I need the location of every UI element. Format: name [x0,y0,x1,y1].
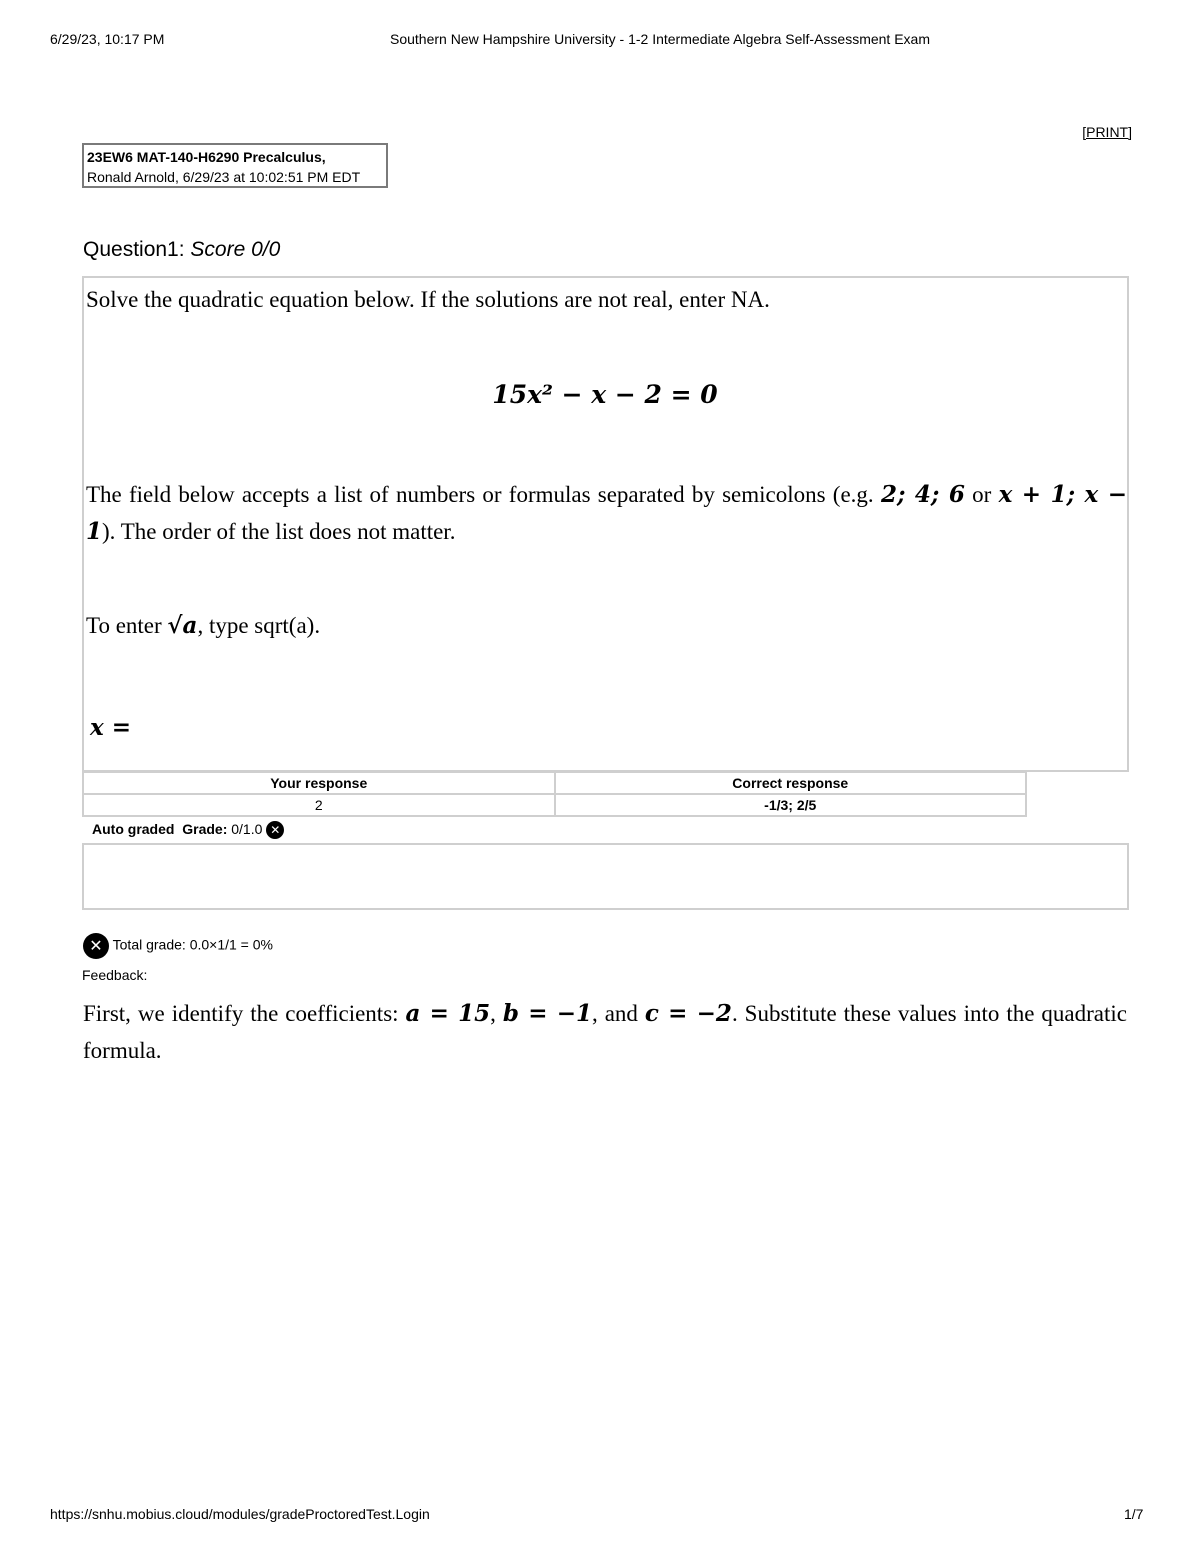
feedback-sep-1: , [490,1001,496,1026]
coefficient-c: c = −2 [644,1000,732,1027]
question-prompt: Solve the quadratic equation below. If the solutions are not real, enter NA. [86,287,770,312]
coefficient-b: b = −1 [502,1000,592,1027]
print-datetime: 6/29/23, 10:17 PM [50,31,165,47]
quadratic-equation: 15x² − x − 2 = 0 [492,380,718,409]
print-url: https://snhu.mobius.cloud/modules/gradeProctoredTest.Login [50,1506,430,1522]
your-response-header: Your response [83,772,555,794]
sqrt-prefix: To enter [86,613,162,638]
correct-response-value: -1/3; 2/5 [555,794,1027,816]
feedback-text [83,995,1127,1069]
total-grade [83,933,273,959]
grade-value: 0/1.0 [231,821,263,837]
print-link[interactable]: [PRINT] [1082,124,1132,140]
feedback-text-1: First, we identify the coefficients: [83,1001,399,1026]
sqrt-instructions [86,612,1127,639]
your-response-value: 2 [83,794,555,816]
sqrt-suffix: , type sqrt(a). [197,613,321,638]
correct-response-header: Correct response [555,772,1027,794]
coefficient-a: a = 15 [405,1000,491,1027]
auto-graded-label: Auto graded [92,821,175,837]
input-instructions [86,476,1127,550]
grade-label: Grade: [182,821,228,837]
comment-box [82,843,1129,910]
question-score: Score 0/0 [190,238,281,261]
course-info-box [82,143,388,188]
grade-line [92,821,284,839]
total-grade-text: Total grade: 0.0×1/1 = 0% [112,936,273,953]
example-numbers: 2; 4; 6 [880,481,965,508]
response-table-header [83,772,1026,794]
student-attempt-line: Ronald Arnold, 6/29/23 at 10:02:51 PM EDT [87,169,361,185]
incorrect-icon: ✕ [266,821,284,839]
print-page-number: 1/7 [1124,1506,1144,1522]
instructions-or: or [972,482,992,507]
instructions-text-2: ). The order of the list does not matter. [102,519,456,544]
instructions-text-1: The field below accepts a list of numbers or formulas separated by semicolons (e.g. [86,482,874,507]
course-name: 23EW6 MAT-140-H6290 Precalculus, [87,149,326,165]
sqrt-symbol: √a [167,612,198,639]
question-heading [83,238,280,262]
feedback-sep-2: , and [592,1001,638,1026]
answer-label: x = [90,714,131,741]
feedback-text-2: . Substitute these values into the quadratic formula. [83,1001,1127,1063]
feedback-label: Feedback: [82,967,148,983]
total-incorrect-icon: ✕ [83,933,109,959]
response-table-row [83,794,1026,816]
print-page-title: Southern New Hampshire University - 1-2 Intermediate Algebra Self-Assessment Exam [390,31,930,47]
example-formulas: x + 1; x − 1 [86,481,1128,545]
question-number: Question1: [83,238,185,261]
response-table [82,771,1027,817]
